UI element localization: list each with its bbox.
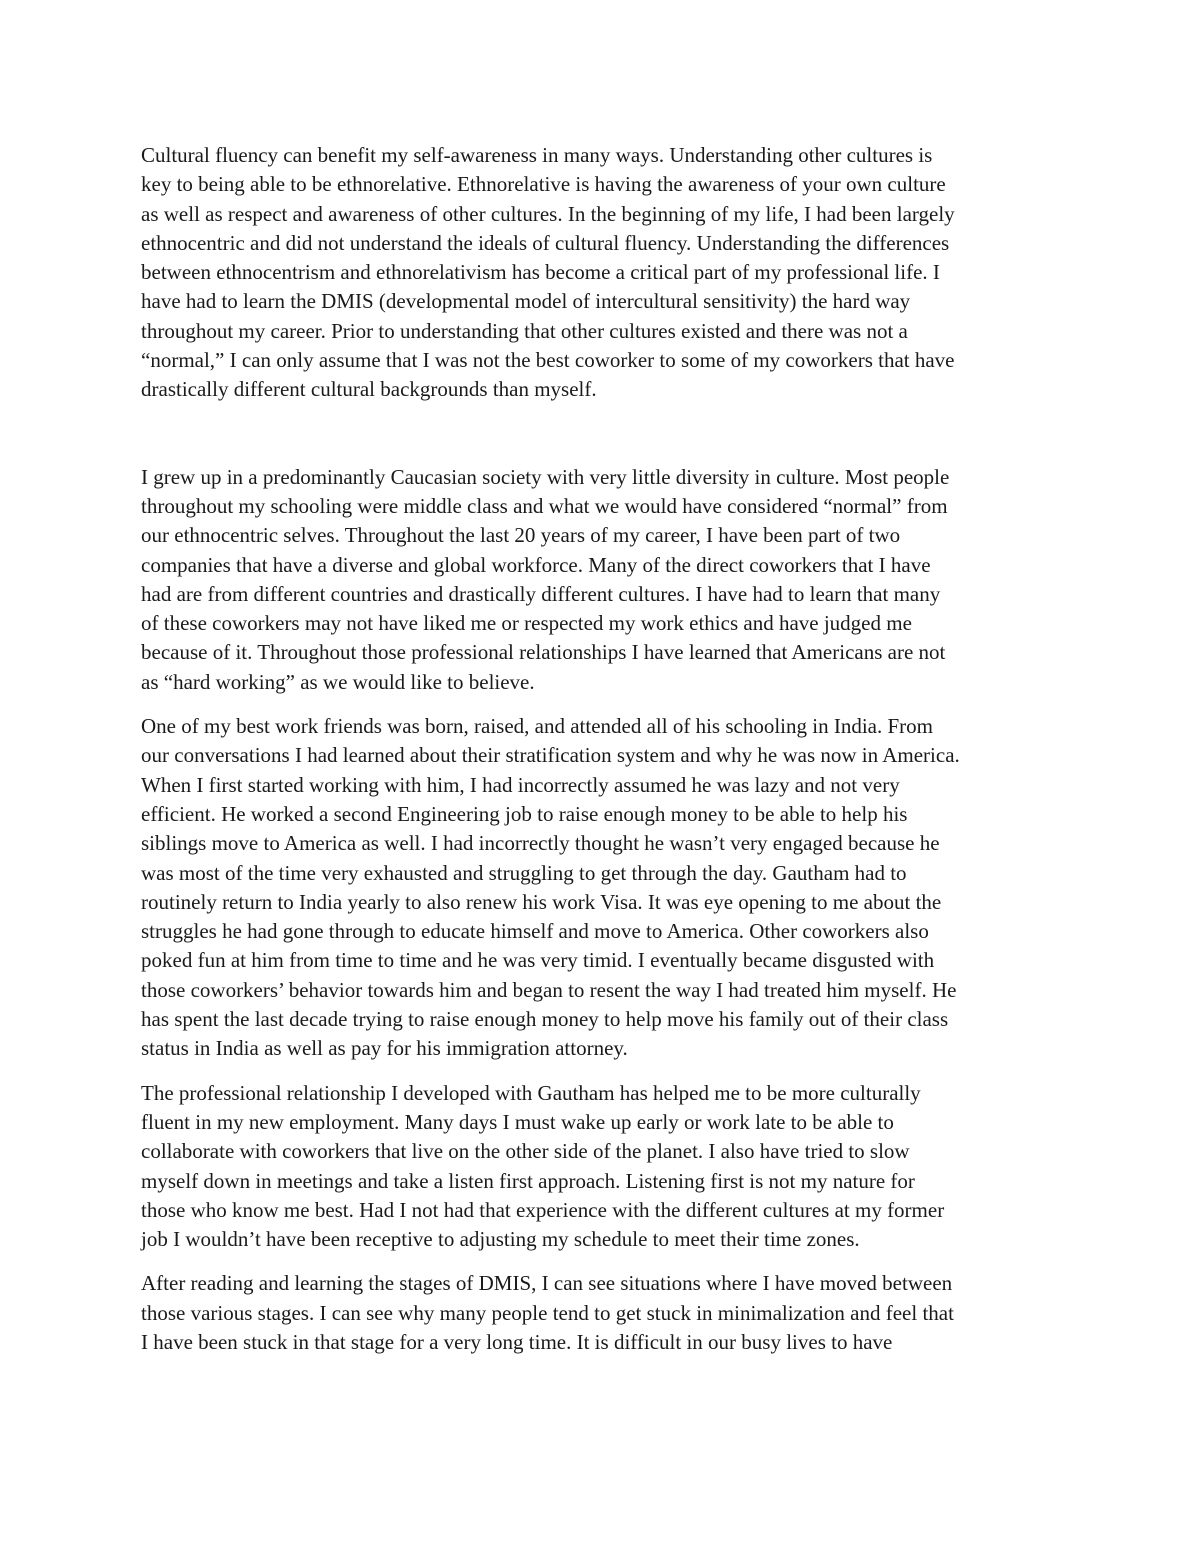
text-line: had are from different countries and drastically different cultures. I have had to learn that many [141, 581, 941, 606]
text-line: When I first started working with him, I had incorrectly assumed he was lazy and not very [141, 772, 900, 797]
text-line: throughout my schooling were middle class and what we would have considered “normal” from [141, 493, 948, 518]
text-line: fluent in my new employment. Many days I must wake up early or work late to be able to [141, 1109, 894, 1134]
text-line: efficient. He worked a second Engineering job to raise enough money to be able to help his [141, 801, 908, 826]
text-line: those various stages. I can see why many people tend to get stuck in minimalization and feel that [141, 1300, 954, 1325]
text-line: because of it. Throughout those professional relationships I have learned that Americans are not [141, 640, 946, 665]
text-line: ethnocentric and did not understand the ideals of cultural fluency. Understanding the differences [141, 230, 950, 255]
text-line: throughout my career. Prior to understanding that other cultures existed and there was not a [141, 318, 908, 343]
text-line: status in India as well as pay for his immigration attorney. [141, 1036, 628, 1061]
text-line: our conversations I had learned about their stratification system and why he was now in America. [141, 743, 960, 768]
paragraph-4 [141, 1079, 1059, 1255]
document-body [141, 141, 1059, 1357]
text-line: key to being able to be ethnorelative. Ethnorelative is having the awareness of your own culture [141, 172, 946, 197]
text-line: myself down in meetings and take a listen first approach. Listening first is not my nature for [141, 1168, 915, 1193]
text-line: collaborate with coworkers that live on the other side of the planet. I also have tried to slow [141, 1139, 910, 1164]
text-line: Cultural fluency can benefit my self-awareness in many ways. Understanding other cultures is [141, 143, 933, 167]
text-line: poked fun at him from time to time and he was very timid. I eventually became disgusted with [141, 948, 935, 973]
text-line: The professional relationship I developed with Gautham has helped me to be more culturally [141, 1080, 921, 1105]
text-line: between ethnocentrism and ethnorelativism has become a critical part of my professional life. I [141, 260, 940, 285]
text-line: those who know me best. Had I not had that experience with the different cultures at my former [141, 1197, 945, 1222]
text-line: struggles he had gone through to educate himself and move to America. Other coworkers also [141, 919, 929, 944]
text-line: routinely return to India yearly to also renew his work Visa. It was eye opening to me about the [141, 889, 942, 914]
text-line: drastically different cultural backgrounds than myself. [141, 377, 597, 402]
text-line: After reading and learning the stages of DMIS, I can see situations where I have moved between [141, 1271, 953, 1296]
text-line: “normal,” I can only assume that I was not the best coworker to some of my coworkers that have [141, 348, 955, 373]
text-line: job I wouldn’t have been receptive to adjusting my schedule to meet their time zones. [141, 1227, 860, 1252]
text-line: as well as respect and awareness of other cultures. In the beginning of my life, I had been largely [141, 201, 955, 226]
text-line: our ethnocentric selves. Throughout the last 20 years of my career, I have been part of two [141, 523, 901, 548]
text-line: One of my best work friends was born, raised, and attended all of his schooling in India. From [141, 714, 934, 739]
text-line: those coworkers’ behavior towards him and began to resent the way I had treated him myself. He [141, 977, 957, 1002]
text-line: was most of the time very exhausted and struggling to get through the day. Gautham had to [141, 860, 907, 885]
text-line: has spent the last decade trying to raise enough money to help move his family out of their class [141, 1007, 949, 1032]
text-line: of these coworkers may not have liked me or respected my work ethics and have judged me [141, 611, 912, 636]
paragraph-1 [141, 141, 1059, 405]
text-line: I grew up in a predominantly Caucasian society with very little diversity in culture. Most people [141, 464, 950, 489]
text-line: have had to learn the DMIS (developmental model of intercultural sensitivity) the hard way [141, 289, 911, 314]
paragraph-2 [141, 463, 1059, 697]
text-line: I have been stuck in that stage for a very long time. It is difficult in our busy lives to have [141, 1329, 893, 1354]
text-line: as “hard working” as we would like to believe. [141, 669, 535, 694]
text-line: companies that have a diverse and global workforce. Many of the direct coworkers that I have [141, 552, 931, 577]
paragraph-3 [141, 712, 1059, 1064]
paragraph-5 [141, 1269, 1059, 1357]
text-line: siblings move to America as well. I had incorrectly thought he wasn’t very engaged because he [141, 831, 940, 856]
